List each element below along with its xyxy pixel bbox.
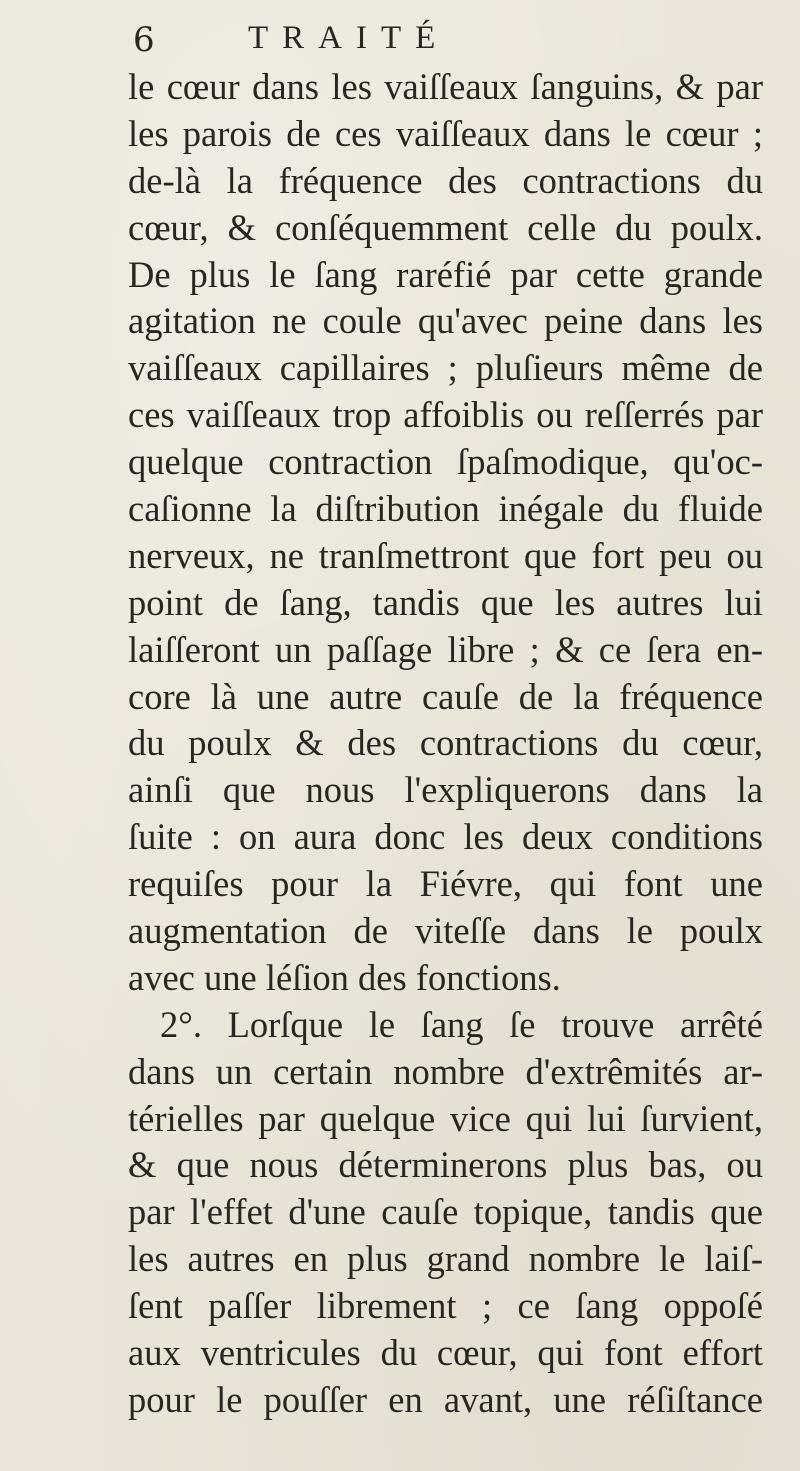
body-text [128,64,763,1424]
text-line: les autres en plus grand nombre le laiſ- [128,1238,763,1280]
text-line: requiſes pour la Fiévre, qui font une [128,863,763,905]
text-line: ces vaiſſeaux trop affoiblis ou reſſerrés par [128,394,763,436]
text-line: 2°. Lorſque le ſang ſe trouve arrêté [160,1003,763,1045]
text-line: caſionne la diſtribution inégale du fluide [128,488,763,530]
text-line: augmentation de viteſſe dans le poulx [128,910,763,952]
text-line: & que nous déterminerons plus bas, ou [128,1144,763,1186]
text-line: le cœur dans les vaiſſeaux ſanguins, & par [128,66,763,107]
text-line: core là une autre cauſe de la fréquence [128,675,763,717]
text-line: ainſi que nous l'expliquerons dans la [128,769,763,811]
text-line: point de ſang, tandis que les autres lui [128,581,763,623]
running-title: TRAITÉ [248,20,450,56]
text-line: les parois de ces vaiſſeaux dans le cœur ; [128,112,763,154]
text-line: ſent paſſer librement ; ce ſang oppoſé [128,1285,763,1327]
text-line: térielles par quelque vice qui lui ſurvient, [128,1097,763,1139]
text-line: de-là la fréquence des contractions du [128,159,763,201]
text-line: ſuite : on aura donc les deux conditions [128,816,763,858]
text-line: quelque contraction ſpaſmodique, qu'oc- [128,441,763,483]
text-line: De plus le ſang raréfié par cette grande [128,253,763,295]
text-line: aux ventricules du cœur, qui font effort [128,1332,763,1374]
page-number: 6 [133,20,155,60]
text-line: laiſſeront un paſſage libre ; & ce ſera en- [128,628,763,670]
text-line: du poulx & des contractions du cœur, [128,722,763,764]
text-line: avec une léſion des fonctions. [128,956,561,998]
text-line: vaiſſeaux capillaires ; pluſieurs même de [128,347,763,389]
text-line: pour le pouſſer en avant, une réſiſtance [128,1378,763,1420]
text-line: par l'effet d'une cauſe topique, tandis que [128,1191,763,1233]
text-line: nerveux, ne tranſmettront que fort peu ou [128,534,763,576]
text-line: agitation ne coule qu'avec peine dans les [128,300,763,342]
text-line: dans un certain nombre d'extrêmités ar- [128,1050,763,1092]
text-line: cœur, & conſéquemment celle du poulx. [128,206,763,248]
